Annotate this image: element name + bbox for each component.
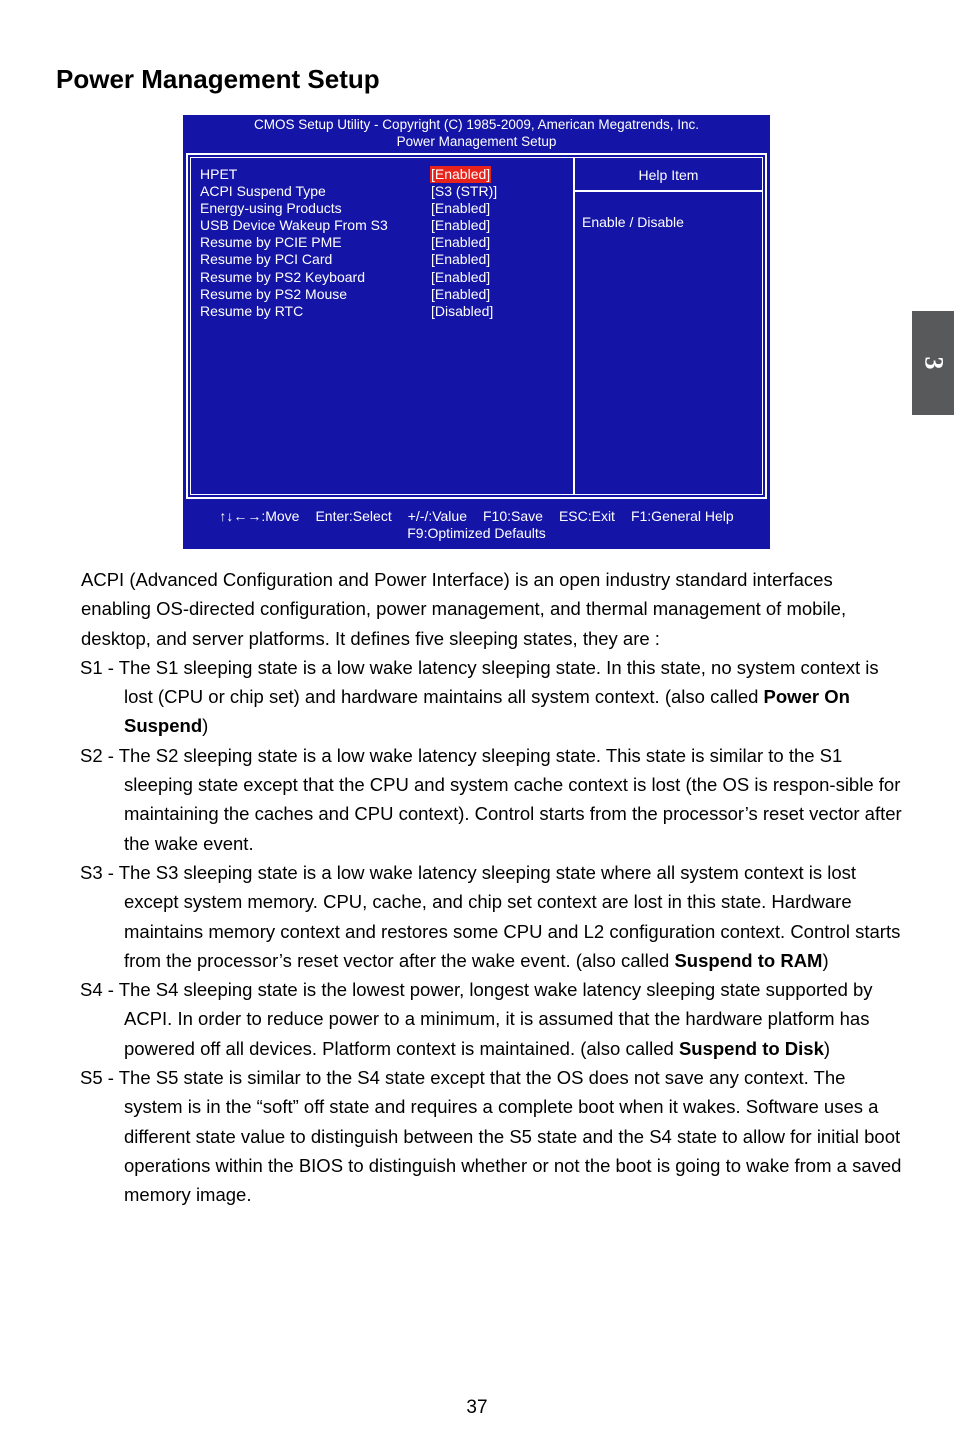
state-s1-end: ) — [202, 715, 209, 737]
setting-value[interactable]: [Enabled] — [431, 217, 491, 234]
bios-header — [183, 116, 770, 150]
bios-copyright: CMOS Setup Utility - Copyright (C) 1985-2009, American Megatrends, Inc. — [254, 117, 699, 132]
setting-value[interactable]: [Enabled] — [431, 166, 491, 182]
bios-frame — [186, 153, 767, 499]
state-s4-end: ) — [823, 1037, 831, 1059]
description-content — [80, 565, 902, 1210]
state-s1 — [80, 653, 902, 741]
panel-divider — [573, 158, 575, 494]
key-hint-exit: ESC:Exit — [558, 508, 615, 524]
state-s3-end: ) — [822, 949, 829, 971]
state-s5-text: S5 - The S5 state is similar to the S4 state except that the OS does not save any context. The system is in the “soft” off state and requires a complete boot when it wakes. Software uses a different state value to distinguish between the S5 state and the S4 state to allow for initial boot operations within the BIOS to distinguish whether or not the boot is going to wake from a saved memory image. — [80, 1067, 902, 1206]
chapter-number: 3 — [919, 356, 948, 370]
key-hint-defaults: F9:Optimized Defaults — [407, 525, 546, 541]
state-s5 — [80, 1063, 902, 1209]
state-s1-name: Power On Suspend — [124, 686, 850, 737]
key-hint-move: ↑↓←→:Move — [219, 508, 300, 524]
setting-label: Resume by PCIE PME — [200, 234, 342, 251]
key-hint-save: F10:Save — [483, 508, 543, 524]
setting-label: USB Device Wakeup From S3 — [200, 217, 388, 234]
state-s4-name: Suspend to Disk — [678, 1037, 824, 1059]
state-s2-text: S2 - The S2 sleeping state is a low wake latency sleeping state. This state is similar to the S1 sleeping state except that the CPU and system cache context is lost (the OS is respon-sible for maintaining the caches and CPU context). Control starts from the processor’s reset vector after the wake event. — [80, 744, 902, 854]
state-s2 — [80, 741, 902, 858]
setting-value[interactable]: [Disabled] — [431, 302, 494, 319]
setting-label: Energy-using Products — [200, 200, 342, 217]
setting-value[interactable]: [Enabled] — [431, 251, 491, 268]
key-hints-footer — [183, 508, 770, 542]
help-item-title: Help Item — [575, 158, 762, 192]
setting-label: Resume by PS2 Keyboard — [200, 268, 365, 285]
key-hint-select: Enter:Select — [315, 508, 392, 524]
setting-label: Resume by PS2 Mouse — [200, 285, 348, 302]
chapter-tab — [912, 311, 954, 415]
setting-label: HPET — [200, 166, 238, 182]
key-hint-value: +/-/:Value — [407, 508, 467, 524]
bios-screen — [183, 115, 770, 549]
state-s4-text: S4 - The S4 sleeping state is the lowest power, longest wake latency sleeping state supported by ACPI. In order to reduce power to a minimum, it is assumed that the hardware platform has powered off all devices. Platform context is maintained. (also called — [80, 979, 873, 1059]
setting-label: Resume by RTC — [200, 302, 304, 319]
state-s4 — [80, 975, 902, 1063]
bios-inner-frame — [190, 157, 763, 495]
intro-paragraph: ACPI (Advanced Configuration and Power Interface) is an open industry standard interfaces enabling OS-directed configuration, power management, and thermal management of mobile, desktop, and server platforms. It defines five sleeping states, they are : — [81, 569, 847, 649]
state-s3-text: S3 - The S3 sleeping state is a low wake latency sleeping state where all system context is lost except system memory. CPU, cache, and chip set context are lost in this state. Hardware maintains memory context and restores some CPU and L2 configuration context. Control starts from the processor’s reset vector after the wake event. (also called — [80, 861, 901, 971]
setting-value[interactable]: [Enabled] — [431, 285, 491, 302]
setting-label: Resume by PCI Card — [200, 251, 333, 268]
key-hints-line — [183, 508, 770, 525]
page-title: Power Management Setup — [56, 64, 380, 94]
bios-screen-title: Power Management Setup — [396, 134, 557, 149]
state-s3-name: Suspend to RAM — [674, 949, 823, 971]
page-number: 37 — [466, 1397, 488, 1418]
state-s1-text: S1 - The S1 sleeping state is a low wake latency sleeping state. In this state, no system context is lost (CPU or chip set) and hardware maintains all system context. (also called — [80, 656, 879, 708]
setting-label: ACPI Suspend Type — [200, 183, 326, 200]
setting-value[interactable]: [Enabled] — [431, 234, 491, 251]
help-item-text: Enable / Disable — [582, 214, 684, 230]
state-s3 — [80, 858, 902, 975]
key-hint-help: F1:General Help — [630, 508, 734, 524]
setting-value[interactable]: [Enabled] — [431, 268, 491, 285]
setting-value[interactable]: [S3 (STR)] — [431, 183, 498, 200]
setting-value[interactable]: [Enabled] — [431, 200, 491, 217]
